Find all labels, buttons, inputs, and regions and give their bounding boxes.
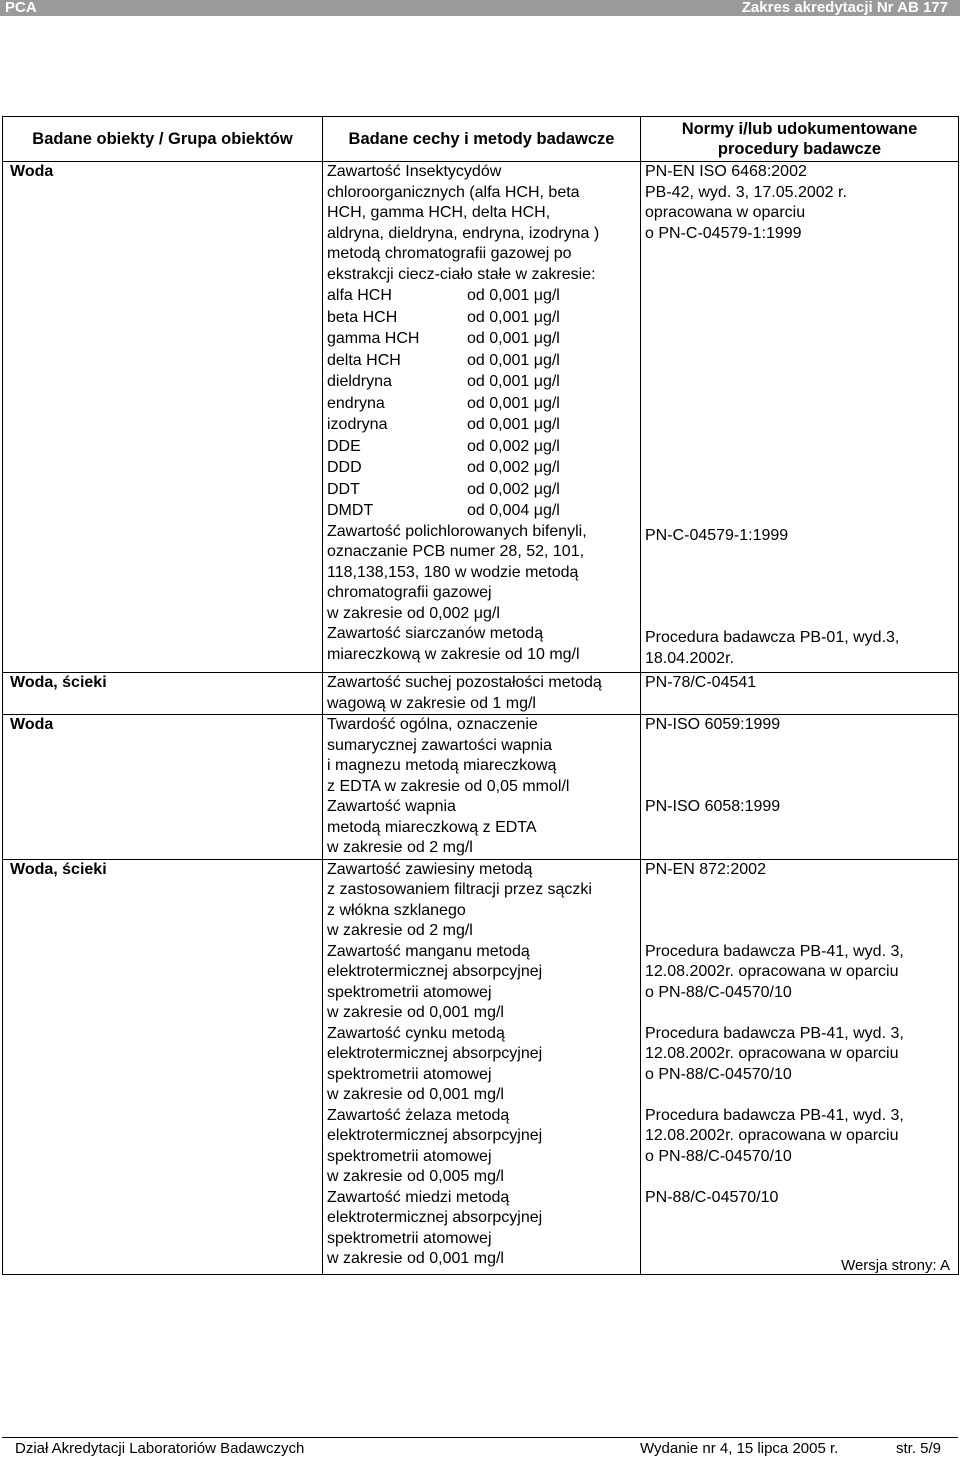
method-line: miareczkową w zakresie od 10 mg/l <box>327 645 580 663</box>
object-name: Woda <box>10 163 54 180</box>
norm-line: Procedura badawcza PB-01, wyd.3, <box>645 629 900 646</box>
method-line: Zawartość miedzi metodą <box>327 1188 510 1206</box>
substance-range: od 0,001 μg/l <box>467 373 560 390</box>
header-accreditation: Zakres akredytacji Nr AB 177 <box>741 0 948 16</box>
norm-line: PN-C-04579-1:1999 <box>645 527 789 544</box>
substance-name: beta HCH <box>327 308 398 326</box>
substance-item <box>327 307 640 329</box>
method-line: spektrometrii atomowej <box>327 1147 492 1165</box>
method-cell <box>323 162 641 673</box>
sulfate-norms <box>645 628 958 669</box>
method-line: Zawartość zawiesiny metodą <box>327 860 533 878</box>
substance-name: delta HCH <box>327 351 401 369</box>
substance-item <box>327 414 640 436</box>
object-cell <box>3 859 323 1274</box>
method-line: chromatografii gazowej <box>327 584 492 601</box>
method-line: wagową w zakresie od 1 mg/l <box>327 694 536 712</box>
substance-range: od 0,001 μg/l <box>467 287 560 304</box>
table-row <box>3 162 959 673</box>
col-header-norms <box>641 117 959 162</box>
method-line: Zawartość wapnia <box>327 798 456 815</box>
method-line: ekstrakcji ciecz-ciało stałe w zakresie: <box>327 265 596 283</box>
method-line: w zakresie od 0,001 mg/l <box>327 1250 504 1267</box>
substance-name: izodryna <box>327 416 388 433</box>
footer-divider <box>2 1437 958 1438</box>
table-row <box>3 715 959 860</box>
norm-line: Procedura badawcza PB-41, wyd. 3, <box>645 1106 904 1124</box>
substance-range: od 0,001 μg/l <box>467 351 560 369</box>
method-line: z zastosowaniem filtracji przez sączki <box>327 881 592 898</box>
substance-range: od 0,002 μg/l <box>467 437 560 455</box>
pcb-method <box>327 522 640 625</box>
substance-name: alfa HCH <box>327 287 392 304</box>
norm-line: opracowana w oparciu <box>645 204 806 221</box>
table-row <box>3 673 959 715</box>
method-line: Zawartość siarczanów metodą <box>327 625 544 642</box>
method-line: w zakresie od 2 mg/l <box>327 922 473 939</box>
substance-name: DDD <box>327 459 362 476</box>
substance-item <box>327 479 640 501</box>
method-line: i magnezu metodą miareczkową <box>327 757 557 774</box>
method-line: sumarycznej zawartości wapnia <box>327 736 552 754</box>
norm-cell <box>641 162 959 673</box>
norm-line: 12.08.2002r. opracowana w oparciu <box>645 963 899 980</box>
substance-name: DDT <box>327 480 360 498</box>
norm-block <box>645 1024 958 1106</box>
substance-range: od 0,001 μg/l <box>467 394 560 412</box>
method-line: Zawartość Insektycydów <box>327 163 502 180</box>
norm-cell <box>641 859 959 1274</box>
object-cell <box>3 673 323 715</box>
method-text <box>327 162 640 285</box>
norm-line: Procedura badawcza PB-41, wyd. 3, <box>645 942 904 960</box>
footer-department: Dział Akredytacji Laboratoriów Badawczych <box>15 1440 305 1457</box>
substance-range: od 0,002 μg/l <box>467 459 560 476</box>
method-line: elektrotermicznej absorpcyjnej <box>327 963 543 980</box>
method-line: Zawartość żelaza metodą <box>327 1106 510 1124</box>
header-org: PCA <box>5 0 37 16</box>
norm-block <box>645 942 958 1024</box>
col-header-methods: Badane cechy i metody badawcze <box>323 117 641 162</box>
method-line: spektrometrii atomowej <box>327 1229 492 1247</box>
substance-item <box>327 457 640 479</box>
method-line: w zakresie od 0,001 mg/l <box>327 1086 504 1103</box>
norm-block <box>645 1188 958 1209</box>
norm-block <box>645 860 958 942</box>
footer-page-number: str. 5/9 <box>896 1440 942 1457</box>
page-version: Wersja strony: A <box>841 1257 950 1274</box>
page-header-bar <box>0 0 960 16</box>
norm-line: o PN-88/C-04570/10 <box>645 1065 792 1083</box>
substance-item <box>327 393 640 415</box>
norm-line: PN-EN ISO 6468:2002 <box>645 163 807 180</box>
sulfate-method <box>327 624 640 665</box>
method-line: elektrotermicznej absorpcyjnej <box>327 1127 543 1144</box>
method-line: Zawartość suchej pozostałości metodą <box>327 674 602 691</box>
method-line: Twardość ogólna, oznaczenie <box>327 716 538 733</box>
norm-line: o PN-C-04579-1:1999 <box>645 224 802 242</box>
norm-line: PN-EN 872:2002 <box>645 860 766 878</box>
norm-line: PN-ISO 6059:1999 <box>645 716 781 733</box>
substance-name: dieldryna <box>327 373 392 390</box>
norm-line: PN-88/C-04570/10 <box>645 1188 779 1206</box>
method-line: aldryna, dieldryna, endryna, izodryna ) <box>327 224 600 242</box>
method-line: metodą chromatografii gazowej po <box>327 245 572 262</box>
norm-line: PN-78/C-04541 <box>645 674 757 691</box>
object-cell <box>3 162 323 673</box>
method-line: Zawartość polichlorowanych bifenyli, <box>327 522 587 540</box>
method-cell <box>323 715 641 860</box>
substance-name: DDE <box>327 437 361 455</box>
norm-line: o PN-88/C-04570/10 <box>645 983 792 1001</box>
norm-cell <box>641 715 959 860</box>
hardness-norms <box>645 715 958 797</box>
method-line: w zakresie od 0,002 μg/l <box>327 604 500 622</box>
method-line: z EDTA w zakresie od 0,05 mmol/l <box>327 777 570 795</box>
pcb-norms <box>645 526 958 628</box>
method-line: 118,138,153, 180 w wodzie metodą <box>327 563 579 581</box>
substance-range: od 0,002 μg/l <box>467 480 560 498</box>
method-line: z włókna szklanego <box>327 901 466 919</box>
substance-range: od 0,001 μg/l <box>467 416 560 433</box>
substance-item <box>327 500 640 522</box>
method-line: spektrometrii atomowej <box>327 1065 492 1083</box>
substance-range: od 0,001 μg/l <box>467 308 560 326</box>
norm-cell <box>641 673 959 715</box>
method-line: HCH, gamma HCH, delta HCH, <box>327 204 551 221</box>
method-line: elektrotermicznej absorpcyjnej <box>327 1209 543 1226</box>
method-line: metodą miareczkową z EDTA <box>327 818 537 836</box>
substance-item <box>327 350 640 372</box>
substance-name: gamma HCH <box>327 330 420 347</box>
table-row <box>3 859 959 1274</box>
norm-line: 12.08.2002r. opracowana w oparciu <box>645 1127 899 1144</box>
substance-name: DMDT <box>327 502 374 519</box>
norm-line: o PN-88/C-04570/10 <box>645 1147 792 1165</box>
table-header-row <box>3 117 959 162</box>
method-line: spektrometrii atomowej <box>327 983 492 1001</box>
substance-range: od 0,004 μg/l <box>467 502 560 519</box>
substance-item <box>327 285 640 307</box>
object-cell <box>3 715 323 860</box>
accreditation-table <box>2 116 959 1275</box>
substance-range: od 0,001 μg/l <box>467 330 560 347</box>
norm-line: Procedura badawcza PB-41, wyd. 3, <box>645 1024 904 1042</box>
col-header-norms-line2: procedury badawcze <box>717 140 882 158</box>
norm-line: 12.08.2002r. opracowana w oparciu <box>645 1045 899 1062</box>
col-header-norms-line1: Normy i/lub udokumentowane <box>681 120 918 138</box>
method-line: w zakresie od 2 mg/l <box>327 839 473 856</box>
method-line: elektrotermicznej absorpcyjnej <box>327 1045 543 1062</box>
object-name: Woda, ścieki <box>10 674 107 691</box>
norm-line: 18.04.2002r. <box>645 649 734 667</box>
norm-line: PB-42, wyd. 3, 17.05.2002 r. <box>645 183 847 201</box>
substance-list <box>327 285 640 522</box>
method-line: oznaczanie PCB numer 28, 52, 101, <box>327 543 585 560</box>
method-line: w zakresie od 0,005 mg/l <box>327 1168 504 1185</box>
method-line: Zawartość cynku metodą <box>327 1024 505 1042</box>
method-line: Zawartość manganu metodą <box>327 942 530 960</box>
footer-edition: Wydanie nr 4, 15 lipca 2005 r. <box>640 1440 839 1457</box>
method-line: chloroorganicznych (alfa HCH, beta <box>327 183 580 201</box>
substance-item <box>327 328 640 350</box>
method-cell <box>323 673 641 715</box>
substance-item <box>327 436 640 458</box>
pesticide-norms <box>645 162 958 526</box>
substance-name: endryna <box>327 394 385 412</box>
substance-item <box>327 371 640 393</box>
method-cell <box>323 859 641 1274</box>
object-name: Woda, ścieki <box>10 860 107 878</box>
norm-block <box>645 1106 958 1188</box>
method-line: w zakresie od 0,001 mg/l <box>327 1004 504 1021</box>
object-name: Woda <box>10 716 54 733</box>
col-header-objects: Badane obiekty / Grupa obiektów <box>3 117 323 162</box>
norm-line: PN-ISO 6058:1999 <box>645 798 781 815</box>
